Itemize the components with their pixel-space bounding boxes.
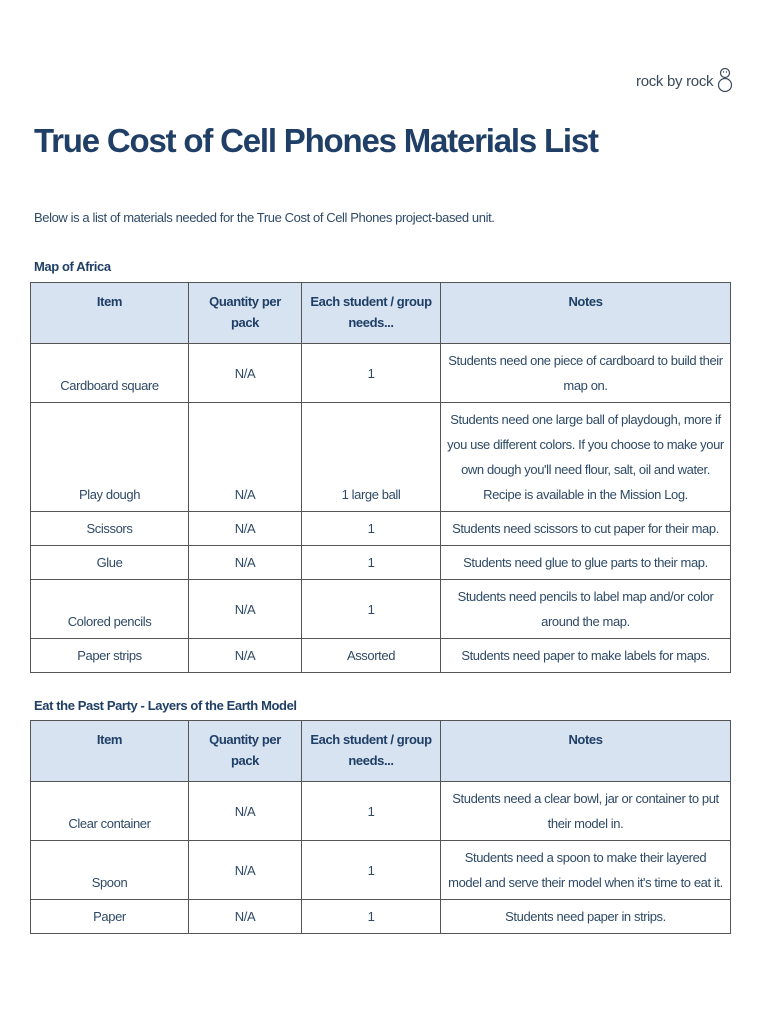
table-row [31,841,731,900]
table-header-row [31,283,731,344]
column-header-notes: Notes [441,283,731,344]
column-header-quantity: Quantity per pack [189,283,302,344]
cell-notes: Students need pencils to label map and/or color around the map. [441,580,731,639]
cell-quantity: N/A [189,841,302,900]
cell-item: Play dough [31,403,189,512]
cell-item: Glue [31,546,189,580]
cell-item: Clear container [31,782,189,841]
cell-needs: 1 [302,546,441,580]
cell-notes: Students need a spoon to make their layered model and serve their model when it's time to eat it. [441,841,731,900]
cell-quantity: N/A [189,512,302,546]
cell-notes: Students need scissors to cut paper for their map. [441,512,731,546]
table-header-row [31,721,731,782]
cell-quantity: N/A [189,900,302,934]
cell-notes: Students need a clear bowl, jar or container to put their model in. [441,782,731,841]
table-row [31,900,731,934]
table-row [31,782,731,841]
brand-logo [636,66,733,96]
cell-notes: Students need one piece of cardboard to build their map on. [441,344,731,403]
column-header-needs: Each student / group needs... [302,283,441,344]
table-row [31,639,731,673]
column-header-notes: Notes [441,721,731,782]
cell-needs: 1 large ball [302,403,441,512]
table-row [31,403,731,512]
cell-needs: 1 [302,344,441,403]
section-title-eat-the-past-party: Eat the Past Party - Layers of the Earth Model [34,698,297,713]
table-row [31,512,731,546]
cell-needs: 1 [302,512,441,546]
snowman-icon [717,66,733,96]
cell-needs: Assorted [302,639,441,673]
materials-table-eat-the-past-party [30,720,731,934]
cell-needs: 1 [302,900,441,934]
table-row [31,546,731,580]
table-row [31,344,731,403]
cell-notes: Students need paper in strips. [441,900,731,934]
column-header-quantity: Quantity per pack [189,721,302,782]
cell-item: Cardboard square [31,344,189,403]
materials-table-map-of-africa [30,282,731,673]
cell-notes: Students need one large ball of playdough, more if you use different colors. If you choose to make your own dough you'll need flour, salt, oil and water. Recipe is available in the Mission Log. [441,403,731,512]
cell-quantity: N/A [189,546,302,580]
column-header-item: Item [31,283,189,344]
cell-quantity: N/A [189,580,302,639]
cell-notes: Students need glue to glue parts to their map. [441,546,731,580]
cell-item: Paper strips [31,639,189,673]
column-header-needs: Each student / group needs... [302,721,441,782]
cell-needs: 1 [302,841,441,900]
cell-needs: 1 [302,580,441,639]
cell-quantity: N/A [189,344,302,403]
page-title: True Cost of Cell Phones Materials List [34,122,598,159]
cell-item: Spoon [31,841,189,900]
cell-item: Scissors [31,512,189,546]
cell-item: Paper [31,900,189,934]
table-row [31,580,731,639]
cell-quantity: N/A [189,403,302,512]
intro-text: Below is a list of materials needed for the True Cost of Cell Phones project-based unit. [34,210,495,225]
cell-notes: Students need paper to make labels for maps. [441,639,731,673]
cell-item: Colored pencils [31,580,189,639]
cell-quantity: N/A [189,782,302,841]
cell-quantity: N/A [189,639,302,673]
logo-text: rock by rock [636,72,714,90]
section-title-map-of-africa: Map of Africa [34,259,111,274]
column-header-item: Item [31,721,189,782]
cell-needs: 1 [302,782,441,841]
